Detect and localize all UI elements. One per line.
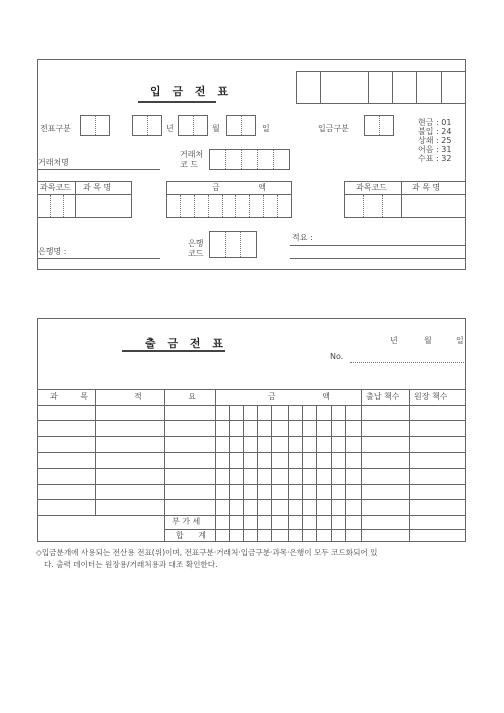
code-legend-1: 현금 : 01	[418, 118, 452, 127]
amount-body[interactable]	[166, 194, 292, 218]
col-account-label: 과 목	[50, 392, 98, 401]
note-line-1: ◇입금분개에 사용되는 전산용 전표(위)이며, 전표구분·거래처·입금구분·과목·은행이 모두 코드화되어 있	[36, 548, 378, 557]
remarks-line-1	[290, 245, 466, 246]
vat-label: 부 가 세	[172, 517, 201, 526]
withdrawal-voucher-title: 출 금 전 표	[145, 337, 227, 350]
year-label: 년	[166, 124, 174, 133]
left-account-body[interactable]	[37, 194, 132, 218]
withdrawal-month-label: 월	[424, 336, 432, 345]
left-account-name-label: 과 목 명	[83, 183, 112, 192]
withdrawal-title-underline	[122, 350, 225, 352]
bank-code-label-2: 코드	[188, 249, 204, 258]
withdrawal-no-label: No.	[330, 352, 344, 361]
remarks-line-2	[290, 258, 466, 259]
col-cashier-label: 출납 책수	[366, 392, 400, 401]
month-label: 월	[212, 124, 220, 133]
day-field[interactable]	[226, 115, 256, 136]
deposit-title-underline	[138, 101, 216, 103]
col-remarks-label: 적 요	[134, 392, 218, 401]
vendor-code-field[interactable]	[209, 149, 290, 170]
code-legend-5: 수표 : 32	[418, 154, 452, 163]
code-legend-2: 불입 : 24	[418, 127, 452, 136]
deposit-type-field[interactable]	[364, 115, 394, 136]
total-label: 합 계	[176, 531, 212, 540]
deposit-type-label: 입금구분	[318, 124, 349, 133]
withdrawal-year-label: 년	[390, 336, 398, 345]
col-ledger-label: 원장 책수	[414, 392, 448, 401]
voucher-type-field[interactable]	[80, 115, 110, 136]
voucher-type-label: 전표구분	[40, 124, 71, 133]
bank-name-line	[38, 258, 160, 259]
vendor-code-label-2: 코 드	[180, 160, 198, 169]
code-legend-4: 어음 : 31	[418, 145, 452, 154]
year-field[interactable]	[132, 115, 162, 136]
bank-code-field[interactable]	[209, 231, 257, 258]
vendor-name-line	[38, 169, 160, 170]
right-account-name-label: 과 목 명	[412, 183, 441, 192]
vendor-code-label-1: 거래처	[180, 150, 204, 159]
remarks-label: 적요 :	[292, 233, 313, 242]
approval-boxes	[296, 71, 466, 104]
amount-header-label: 금 액	[212, 183, 284, 192]
col-amount-label: 금 액	[268, 392, 352, 401]
bank-name-label: 은행명 :	[38, 247, 67, 256]
note-line-2: 다. 출력 데이터는 원장용/거래처용과 대조 확인한다.	[44, 560, 218, 569]
month-field[interactable]	[178, 115, 208, 136]
code-legend-3: 상쇄 : 25	[418, 136, 452, 145]
right-account-code-label: 과목코드	[356, 183, 387, 192]
day-label: 일	[262, 124, 270, 133]
withdrawal-day-label: 일	[456, 336, 464, 345]
withdrawal-voucher-frame	[37, 318, 466, 542]
vendor-name-label: 거래처명	[38, 158, 69, 167]
left-account-code-label: 과목코드	[40, 183, 71, 192]
deposit-voucher-title: 입 금 전 표	[150, 85, 232, 98]
withdrawal-no-line	[350, 362, 466, 363]
bank-code-label-1: 은행	[188, 239, 204, 248]
